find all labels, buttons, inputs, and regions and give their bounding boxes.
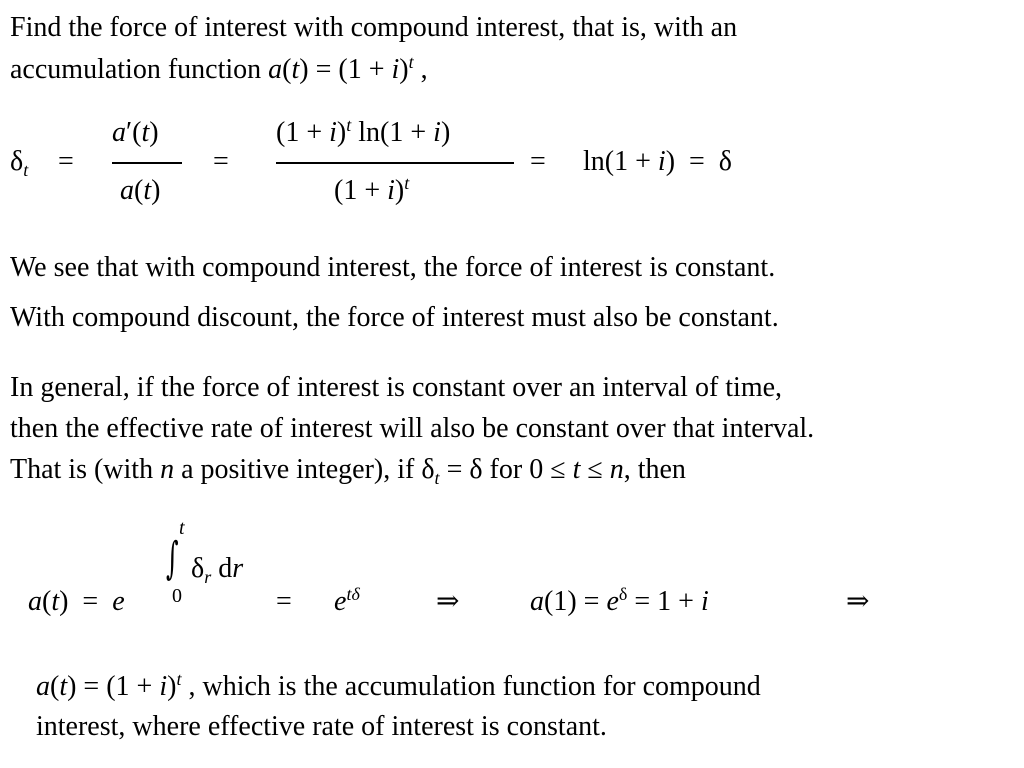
- general-line-1: In general, if the force of interest is constant over an interval of time,: [10, 372, 783, 403]
- conclusion-line-1: $a(t) = (1 + i)^t$ , which is the accumulation function for compound: [36, 669, 761, 702]
- integral-upper-limit: t: [179, 517, 185, 539]
- af-comma: ,: [413, 54, 428, 85]
- af-a: a: [268, 54, 283, 85]
- equals-1: =: [58, 146, 74, 177]
- fraction2-bar: [276, 162, 514, 164]
- eq2-lhs: a(t) = e: [28, 586, 125, 617]
- implies-arrow-2: ⇒: [846, 586, 870, 617]
- general-line-2: then the effective rate of interest will also be constant over that interval.: [10, 413, 815, 444]
- a-of-one: $a(1) = e^\delta = 1 + i$: [530, 584, 709, 617]
- integral-lower-limit: 0: [172, 585, 182, 607]
- paragraph-compound-discount: With compound discount, the force of interest must also be constant.: [10, 302, 779, 333]
- equals-2: =: [213, 146, 229, 177]
- af-mid: ) = (1 +: [299, 54, 392, 85]
- intro-line-1: Find the force of interest with compound interest, that is, with an: [10, 12, 738, 43]
- equals-3: =: [530, 146, 546, 177]
- paragraph-compound-interest: We see that with compound interest, the force of interest is constant.: [10, 252, 776, 283]
- fraction2-numerator: $(1 + i)^t$ ln(1 + i): [276, 115, 451, 148]
- af-i: i: [391, 54, 400, 85]
- fraction1-bar: [112, 162, 182, 164]
- af-close: ): [399, 54, 409, 85]
- fraction1-numerator: a′(t): [112, 117, 159, 148]
- intro-prefix: accumulation function: [10, 54, 269, 85]
- equation1-rhs: ln(1 + i) = δ: [583, 146, 732, 177]
- general-line-3: That is (with n a positive integer), if $\delta_t = \delta$ for 0 ≤ t ≤ n, then: [10, 454, 686, 488]
- conclusion-line-2: interest, where effective rate of interest is constant.: [36, 711, 607, 742]
- implies-arrow-1: ⇒: [436, 586, 460, 617]
- delta-t: $\delta_t$: [10, 146, 29, 180]
- e-to-t-delta: $e^{t\delta}$: [334, 584, 360, 617]
- fraction2-denominator: $(1 + i)^t$: [334, 173, 410, 206]
- af-exp: t: [408, 52, 414, 72]
- integral-sign: ∫: [166, 533, 179, 584]
- af-t: t: [291, 54, 300, 85]
- fraction1-denominator: a(t): [120, 175, 161, 206]
- equals-4: =: [276, 586, 292, 617]
- integrand: $\delta_r$ dr: [191, 553, 244, 587]
- af-open: (: [282, 54, 292, 85]
- intro-line-2: [10, 52, 428, 85]
